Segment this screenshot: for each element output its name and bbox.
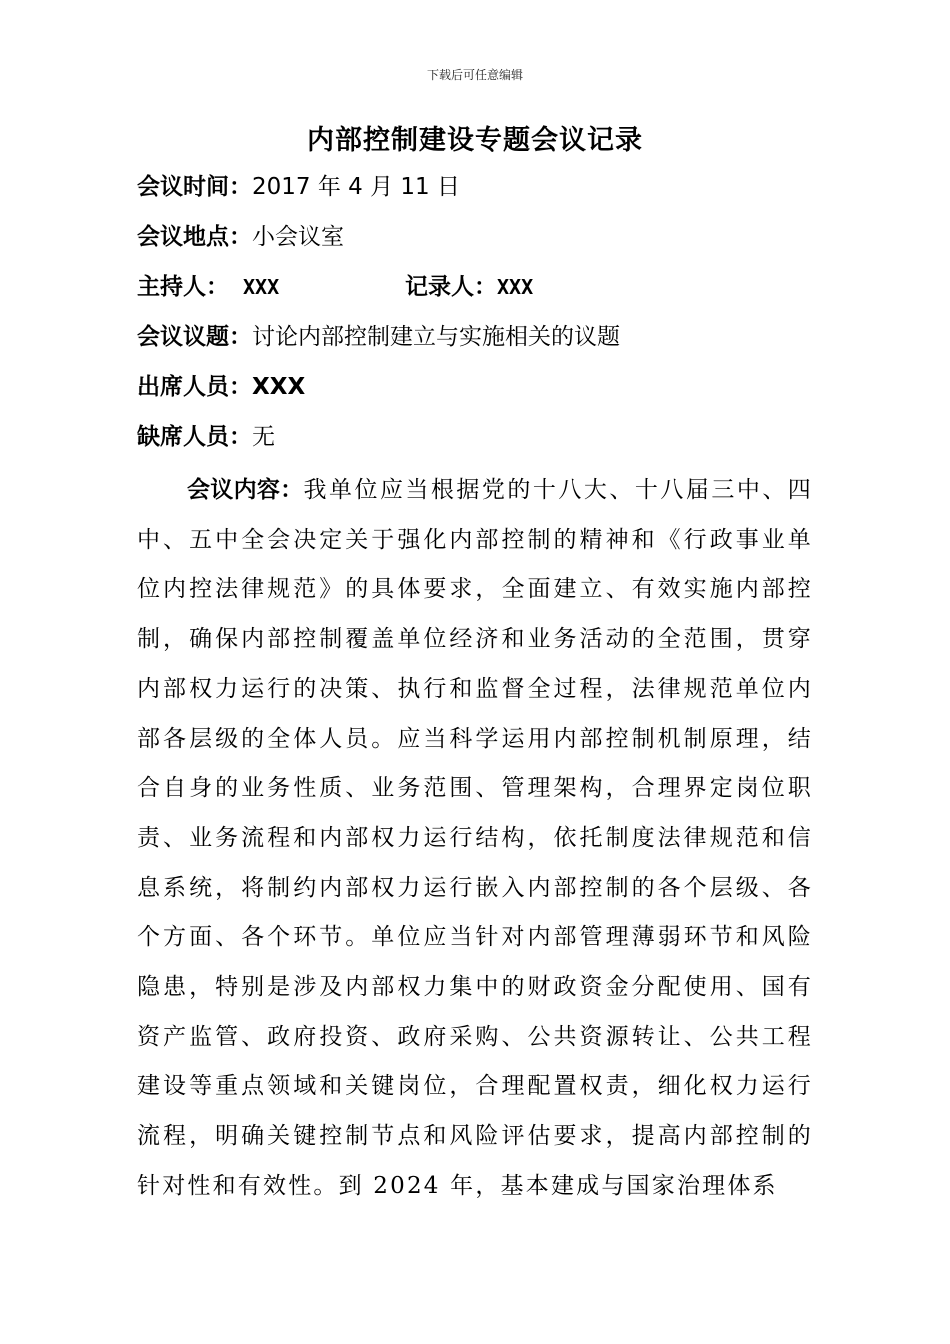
- meeting-place-value: 小会议室: [252, 224, 344, 250]
- content-label: 会议内容：: [187, 477, 304, 503]
- host-value: XXX: [243, 275, 280, 299]
- attendees-row: [137, 372, 305, 402]
- recorder-label: 记录人：: [405, 274, 497, 300]
- attendees-value: XXX: [252, 374, 306, 400]
- host-label: 主持人：: [137, 274, 229, 300]
- meeting-place-row: [137, 222, 344, 252]
- page-title: 内部控制建设专题会议记录: [307, 125, 643, 156]
- topic-row: [137, 322, 620, 352]
- topic-value: 讨论内部控制建立与实施相关的议题: [252, 324, 620, 350]
- meeting-content: [137, 466, 813, 1212]
- header-note: 下载后可任意编辑: [426, 68, 523, 82]
- meeting-time-row: [137, 172, 460, 202]
- content-text: 我单位应当根据党的十八大、十八届三中、四中、五中全会决定关于强化内部控制的精神和《行政事业单位内控法律规范》的具体要求，全面建立、有效实施内部控制，确保内部控制覆盖单位经济和业务活动的全范围，贯穿内部权力运行的决策、执行和监督全过程，法律规范单位内部各层级的全体人员。应当科学运用内部控制机制原理，结合自身的业务性质、业务范围、管理架构，合理界定岗位职责、业务流程和内部权力运行结构，依托制度法律规范和信息系统，将制约内部权力运行嵌入内部控制的各个层级、各个方面、各个环节。单位应当针对内部管理薄弱环节和风险隐患，特别是涉及内部权力集中的财政资金分配使用、国有资产监管、政府投资、政府采购、公共资源转让、公共工程建设等重点领域和关键岗位，合理配置权责，细化权力运行流程，明确关键控制节点和风险评估要求，提高内部控制的针对性和有效性。到 2024 年，基本建成与国家治理体系: [137, 477, 814, 1199]
- absentees-label: 缺席人员：: [137, 424, 252, 450]
- attendees-label: 出席人员：: [137, 374, 252, 400]
- meeting-place-label: 会议地点：: [137, 224, 252, 250]
- host-row: [137, 272, 279, 302]
- absentees-row: [137, 422, 275, 452]
- recorder-value: XXX: [497, 275, 534, 299]
- recorder-row: [405, 272, 533, 302]
- topic-label: 会议议题：: [137, 324, 252, 350]
- meeting-time-label: 会议时间：: [137, 174, 252, 200]
- absentees-value: 无: [252, 424, 275, 450]
- meeting-time-value: 2017 年 4 月 11 日: [252, 174, 460, 200]
